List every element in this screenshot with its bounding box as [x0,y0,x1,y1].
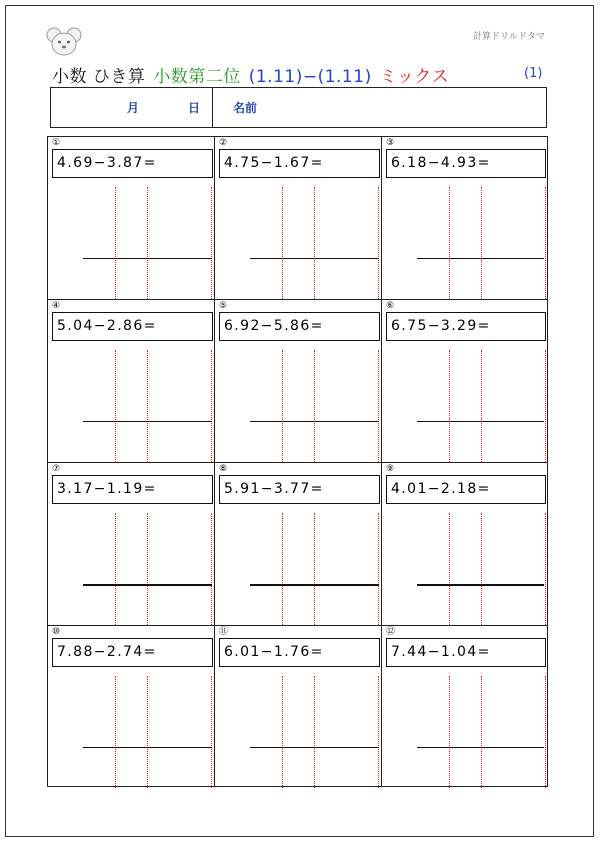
problem-box [386,475,546,504]
problem-cell [48,137,215,300]
digit-guide-line [449,676,450,788]
problem-grid [47,136,548,787]
problem-expression: 6.18−4.93= [391,155,491,171]
name-label: 名前 [233,101,258,115]
digit-guide-line [449,187,450,299]
problem-expression: 7.44−1.04= [391,644,491,660]
problem-cell [48,300,215,463]
digit-guide-line [211,350,212,462]
problem-expression: 3.17−1.19= [57,481,157,497]
problem-cell [48,463,215,626]
problem-cell [382,137,547,300]
digit-guide-line [378,350,379,462]
title-decimal-place: 小数第二位 [153,67,241,87]
problem-number: ③ [386,138,395,148]
problem-number: ② [219,138,228,148]
problem-number: ④ [52,301,61,311]
digit-guide-line [115,350,116,462]
problem-box [52,638,213,667]
problem-box [219,312,380,341]
digit-guide-line [314,350,315,462]
problem-number: ⑩ [52,627,61,637]
digit-guide-line [211,513,212,625]
mouse-logo-icon [46,27,82,57]
title-main: 小数 ひき算 [52,67,146,87]
problem-box [386,638,546,667]
problem-number: ⑫ [386,627,396,637]
problem-cell [215,626,382,786]
problem-expression: 6.92−5.86= [224,318,324,334]
digit-guide-line [115,513,116,625]
digit-guide-line [449,350,450,462]
digit-guide-line [314,187,315,299]
header-divider [212,88,213,127]
digit-guide-line [481,513,482,625]
digit-guide-line [282,676,283,788]
answer-line [83,421,212,422]
problem-box [219,149,380,178]
problem-expression: 4.69−3.87= [57,155,157,171]
digit-guide-line [282,187,283,299]
problem-box [219,638,380,667]
answer-line [250,421,379,422]
problem-number: ⑥ [386,301,395,311]
problem-number: ⑤ [219,301,228,311]
problem-cell [215,300,382,463]
digit-guide-line [378,187,379,299]
problem-number: ⑨ [386,464,395,474]
digit-guide-line [481,350,482,462]
answer-line [83,258,212,259]
digit-guide-line [481,187,482,299]
problem-expression: 4.01−2.18= [391,481,491,497]
problem-number: ⑦ [52,464,61,474]
problem-box [52,149,213,178]
digit-guide-line [314,676,315,788]
problem-cell [48,626,215,786]
problem-expression: 5.04−2.86= [57,318,157,334]
answer-line [417,747,544,748]
month-label: 月 [127,101,140,115]
problem-number: ① [52,138,61,148]
digit-guide-line [545,187,546,299]
problem-cell [382,300,547,463]
problem-cell [215,463,382,626]
worksheet-title [52,62,451,87]
answer-line [417,258,544,259]
digit-guide-line [545,350,546,462]
digit-guide-line [282,350,283,462]
problem-number: ⑪ [219,627,229,637]
day-label: 日 [188,101,201,115]
digit-guide-line [147,676,148,788]
problem-box [386,149,546,178]
title-format: (1.11)−(1.11) [248,67,372,87]
answer-line [417,421,544,422]
problem-expression: 6.75−3.29= [391,318,491,334]
answer-line [250,258,379,259]
digit-guide-line [147,350,148,462]
problem-cell [382,626,547,786]
problem-box [219,475,380,504]
digit-guide-line [449,513,450,625]
site-name: 計算ドリルドタマ [472,32,545,42]
problem-cell [382,463,547,626]
digit-guide-line [545,513,546,625]
digit-guide-line [211,187,212,299]
answer-line [417,584,544,586]
digit-guide-line [378,513,379,625]
digit-guide-line [115,676,116,788]
digit-guide-line [147,513,148,625]
sheet-number: (1) [524,66,543,81]
digit-guide-line [481,676,482,788]
answer-line [83,584,212,586]
problem-box [52,312,213,341]
problem-number: ⑧ [219,464,228,474]
digit-guide-line [211,676,212,788]
problem-box [52,475,213,504]
answer-line [250,584,379,586]
problem-expression: 6.01−1.76= [224,644,324,660]
problem-expression: 7.88−2.74= [57,644,157,660]
digit-guide-line [378,676,379,788]
problem-expression: 5.91−3.77= [224,481,324,497]
problem-box [386,312,546,341]
answer-line [83,747,212,748]
problem-expression: 4.75−1.67= [224,155,324,171]
digit-guide-line [147,187,148,299]
digit-guide-line [545,676,546,788]
title-mix: ミックス [379,67,450,87]
name-date-header [50,87,547,128]
answer-line [250,747,379,748]
digit-guide-line [115,187,116,299]
digit-guide-line [282,513,283,625]
problem-cell [215,137,382,300]
digit-guide-line [314,513,315,625]
